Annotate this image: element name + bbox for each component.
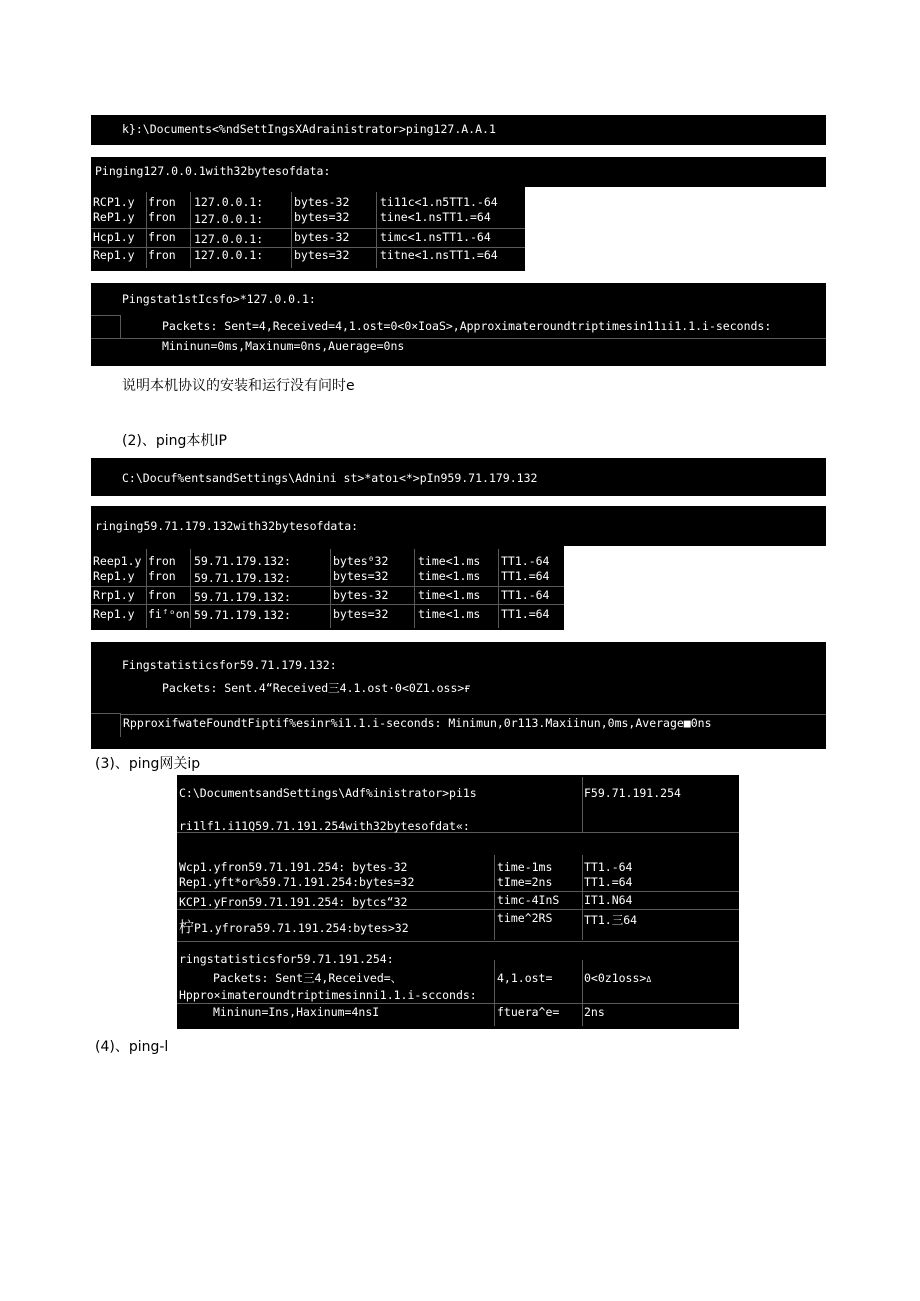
table-row: 127.0.0.1: [194, 248, 264, 262]
stats-packets-loss-value: 0<0z1oss>Δ [584, 971, 652, 985]
stats-times-local-ip: RpproxifwateFoundtFiptif%esinr%i1.1.i-seconds: Minimun,0r113.Maxiinun,0ms,Average■0ns [123, 716, 712, 730]
stats-average-label: ftuera^e= [497, 1005, 560, 1019]
table-row: Wcp1.yfron59.71.191.254: bytes-32 [179, 860, 408, 874]
table-divider [582, 777, 583, 832]
table-row: time<1.ms [418, 607, 481, 621]
table-row: bytes=32 [333, 569, 389, 583]
table-row: TT1.-64 [501, 588, 550, 602]
table-row: 59.71.179.132: [194, 571, 291, 585]
table-divider [494, 855, 495, 940]
stats-packets-gateway: Packets: Sent三4,Received=、 [213, 971, 403, 985]
table-divider [291, 192, 292, 268]
stats-average-value: 2ns [584, 1005, 605, 1019]
table-row: TT1.=64 [501, 569, 550, 583]
table-row: bytes-32 [294, 230, 350, 244]
stats-divider [120, 713, 121, 737]
table-divider [582, 960, 583, 1026]
table-divider [414, 549, 415, 628]
stats-times-loopback: Mininun=0ms,Maxinum=0ns,Auerage=0ns [162, 339, 405, 353]
table-row: fron [148, 195, 176, 209]
table-row: Hcp1.y [93, 230, 135, 244]
table-row: TT1.-64 [584, 860, 633, 874]
table-divider [177, 941, 739, 942]
heading-ping-gateway: (3)、ping网关ip [95, 756, 201, 772]
table-row: bytes-32 [333, 588, 389, 602]
table-divider [177, 1003, 739, 1004]
stats-minmax-gateway: Mininun=Ins,Haxinum=4nsI [213, 1005, 380, 1019]
table-row: fron [148, 588, 176, 602]
stats-divider [91, 315, 120, 316]
table-row: bytes=32 [294, 248, 350, 262]
stats-divider [91, 713, 120, 714]
table-divider [330, 549, 331, 628]
table-row: fron [148, 554, 176, 568]
stats-heading-gateway: ringstatisticsfor59.71.191.254: [179, 952, 394, 966]
table-row: ReP1.y [93, 210, 135, 224]
table-row: titne<1.nsTT1.=64 [380, 248, 498, 262]
table-row: Rep1.y [93, 569, 135, 583]
table-row: time<1.ms [418, 588, 481, 602]
pinging-line-local-ip: ringing59.71.179.132with32bytesofdata: [95, 519, 359, 533]
table-row: time<1.ms [418, 569, 481, 583]
stats-heading-loopback: Pingstat1stIcsfo>*127.0.0.1: [122, 292, 316, 306]
table-row: timc-4InS [497, 893, 560, 907]
table-row: 59.71.179.132: [194, 590, 291, 604]
table-row: fron [148, 569, 176, 583]
table-row: Rep1.y [93, 248, 135, 262]
table-row: fron [148, 210, 176, 224]
table-row: bytes-32 [294, 195, 350, 209]
table-row: 柠P1.yfrora59.71.191.254:bytes>32 [179, 918, 409, 936]
table-row: 127.0.0.1: [194, 195, 264, 209]
table-divider [190, 549, 191, 628]
table-divider [91, 586, 564, 587]
table-row: IT1.N64 [584, 893, 633, 907]
heading-ping-l: (4)、ping-l [95, 1039, 169, 1055]
cmd-line-loopback: k}:\Documents<%ndSettIngsXAdrainistrator>ping127.A.A.1 [122, 122, 496, 136]
stats-packets-local-ip: Packets: Sent.4“Received三4.1.ost·0<0Z1.oss>ғ [162, 681, 472, 695]
heading-ping-local-ip: (2)、ping本机IP [122, 433, 227, 449]
table-row: bytes⁰32 [333, 554, 389, 568]
table-divider [91, 604, 564, 605]
table-divider [376, 192, 377, 268]
table-row: bytes=32 [294, 210, 350, 224]
cmd-line-local-ip: C:\Docuf%entsandSettings\Adnini st>*atoı<*>pIn959.71.179.132 [122, 471, 538, 485]
table-divider [146, 549, 147, 628]
table-row: fron [148, 230, 176, 244]
pinging-line-gateway: ri1lf1.i11Q59.71.191.254with32bytesofdat«: [179, 819, 470, 833]
table-row: KCP1.yFron59.71.191.254: bytcs“32 [179, 895, 408, 909]
table-divider [177, 909, 739, 910]
table-row: time<1.ms [418, 554, 481, 568]
table-row: 127.0.0.1: [194, 212, 264, 226]
table-row: Rep1.yft*or%59.71.191.254:bytes=32 [179, 875, 415, 889]
table-divider [498, 549, 499, 628]
table-row: Rep1.y [93, 607, 135, 621]
stats-heading-local-ip: Fingstatisticsfor59.71.179.132: [122, 658, 337, 672]
table-divider [494, 960, 495, 1026]
cmd-target-gateway: F59.71.191.254 [584, 786, 681, 800]
table-divider [177, 891, 739, 892]
table-row: TT1.=64 [584, 875, 633, 889]
table-row: Rrp1.y [93, 588, 135, 602]
table-row: time-1ms [497, 860, 553, 874]
table-row: fron [148, 248, 176, 262]
table-row: fiᶠᵒon [148, 607, 190, 621]
cmd-line-gateway: C:\DocumentsandSettings\Adf%inistrator>pi1s [179, 786, 477, 800]
table-row: TT1.三64 [584, 913, 638, 927]
table-row: Reep1.y [93, 554, 142, 568]
table-row: 127.0.0.1: [194, 232, 264, 246]
table-row: tine<1.nsTT1.=64 [380, 210, 491, 224]
table-divider [146, 192, 147, 268]
stats-packets-loss-gateway: 4,1.ost= [497, 971, 553, 985]
stats-approx-gateway: Hppro×imateroundtriptimesinni1.1.i-scconds: [179, 988, 477, 1002]
table-row: TT1.-64 [501, 554, 550, 568]
table-row: 59.71.179.132: [194, 554, 291, 568]
table-row: ti11c<1.n5TT1.-64 [380, 195, 498, 209]
pinging-line-loopback: Pinging127.0.0.1with32bytesofdata: [95, 164, 331, 178]
table-row: time^2RS [497, 911, 553, 925]
stats-divider [120, 714, 826, 715]
table-row: tIme=2ns [497, 875, 553, 889]
stats-packets-loopback: Packets: Sent=4,Received=4,1.ost=0<0×IoaS>,Approximateroundtriptimesin11ıi1.1.i-seconds: [162, 319, 772, 333]
table-divider [91, 228, 525, 229]
table-row: timc<1.nsTT1.-64 [380, 230, 491, 244]
stats-divider [120, 315, 121, 339]
table-divider [190, 192, 191, 268]
table-divider [582, 855, 583, 940]
note-loopback: 说明本机协议的安装和运行没有问时e [122, 378, 355, 394]
table-row: 59.71.179.132: [194, 608, 291, 622]
table-row: bytes=32 [333, 607, 389, 621]
table-row: RCP1.y [93, 195, 135, 209]
table-row: TT1.=64 [501, 607, 550, 621]
